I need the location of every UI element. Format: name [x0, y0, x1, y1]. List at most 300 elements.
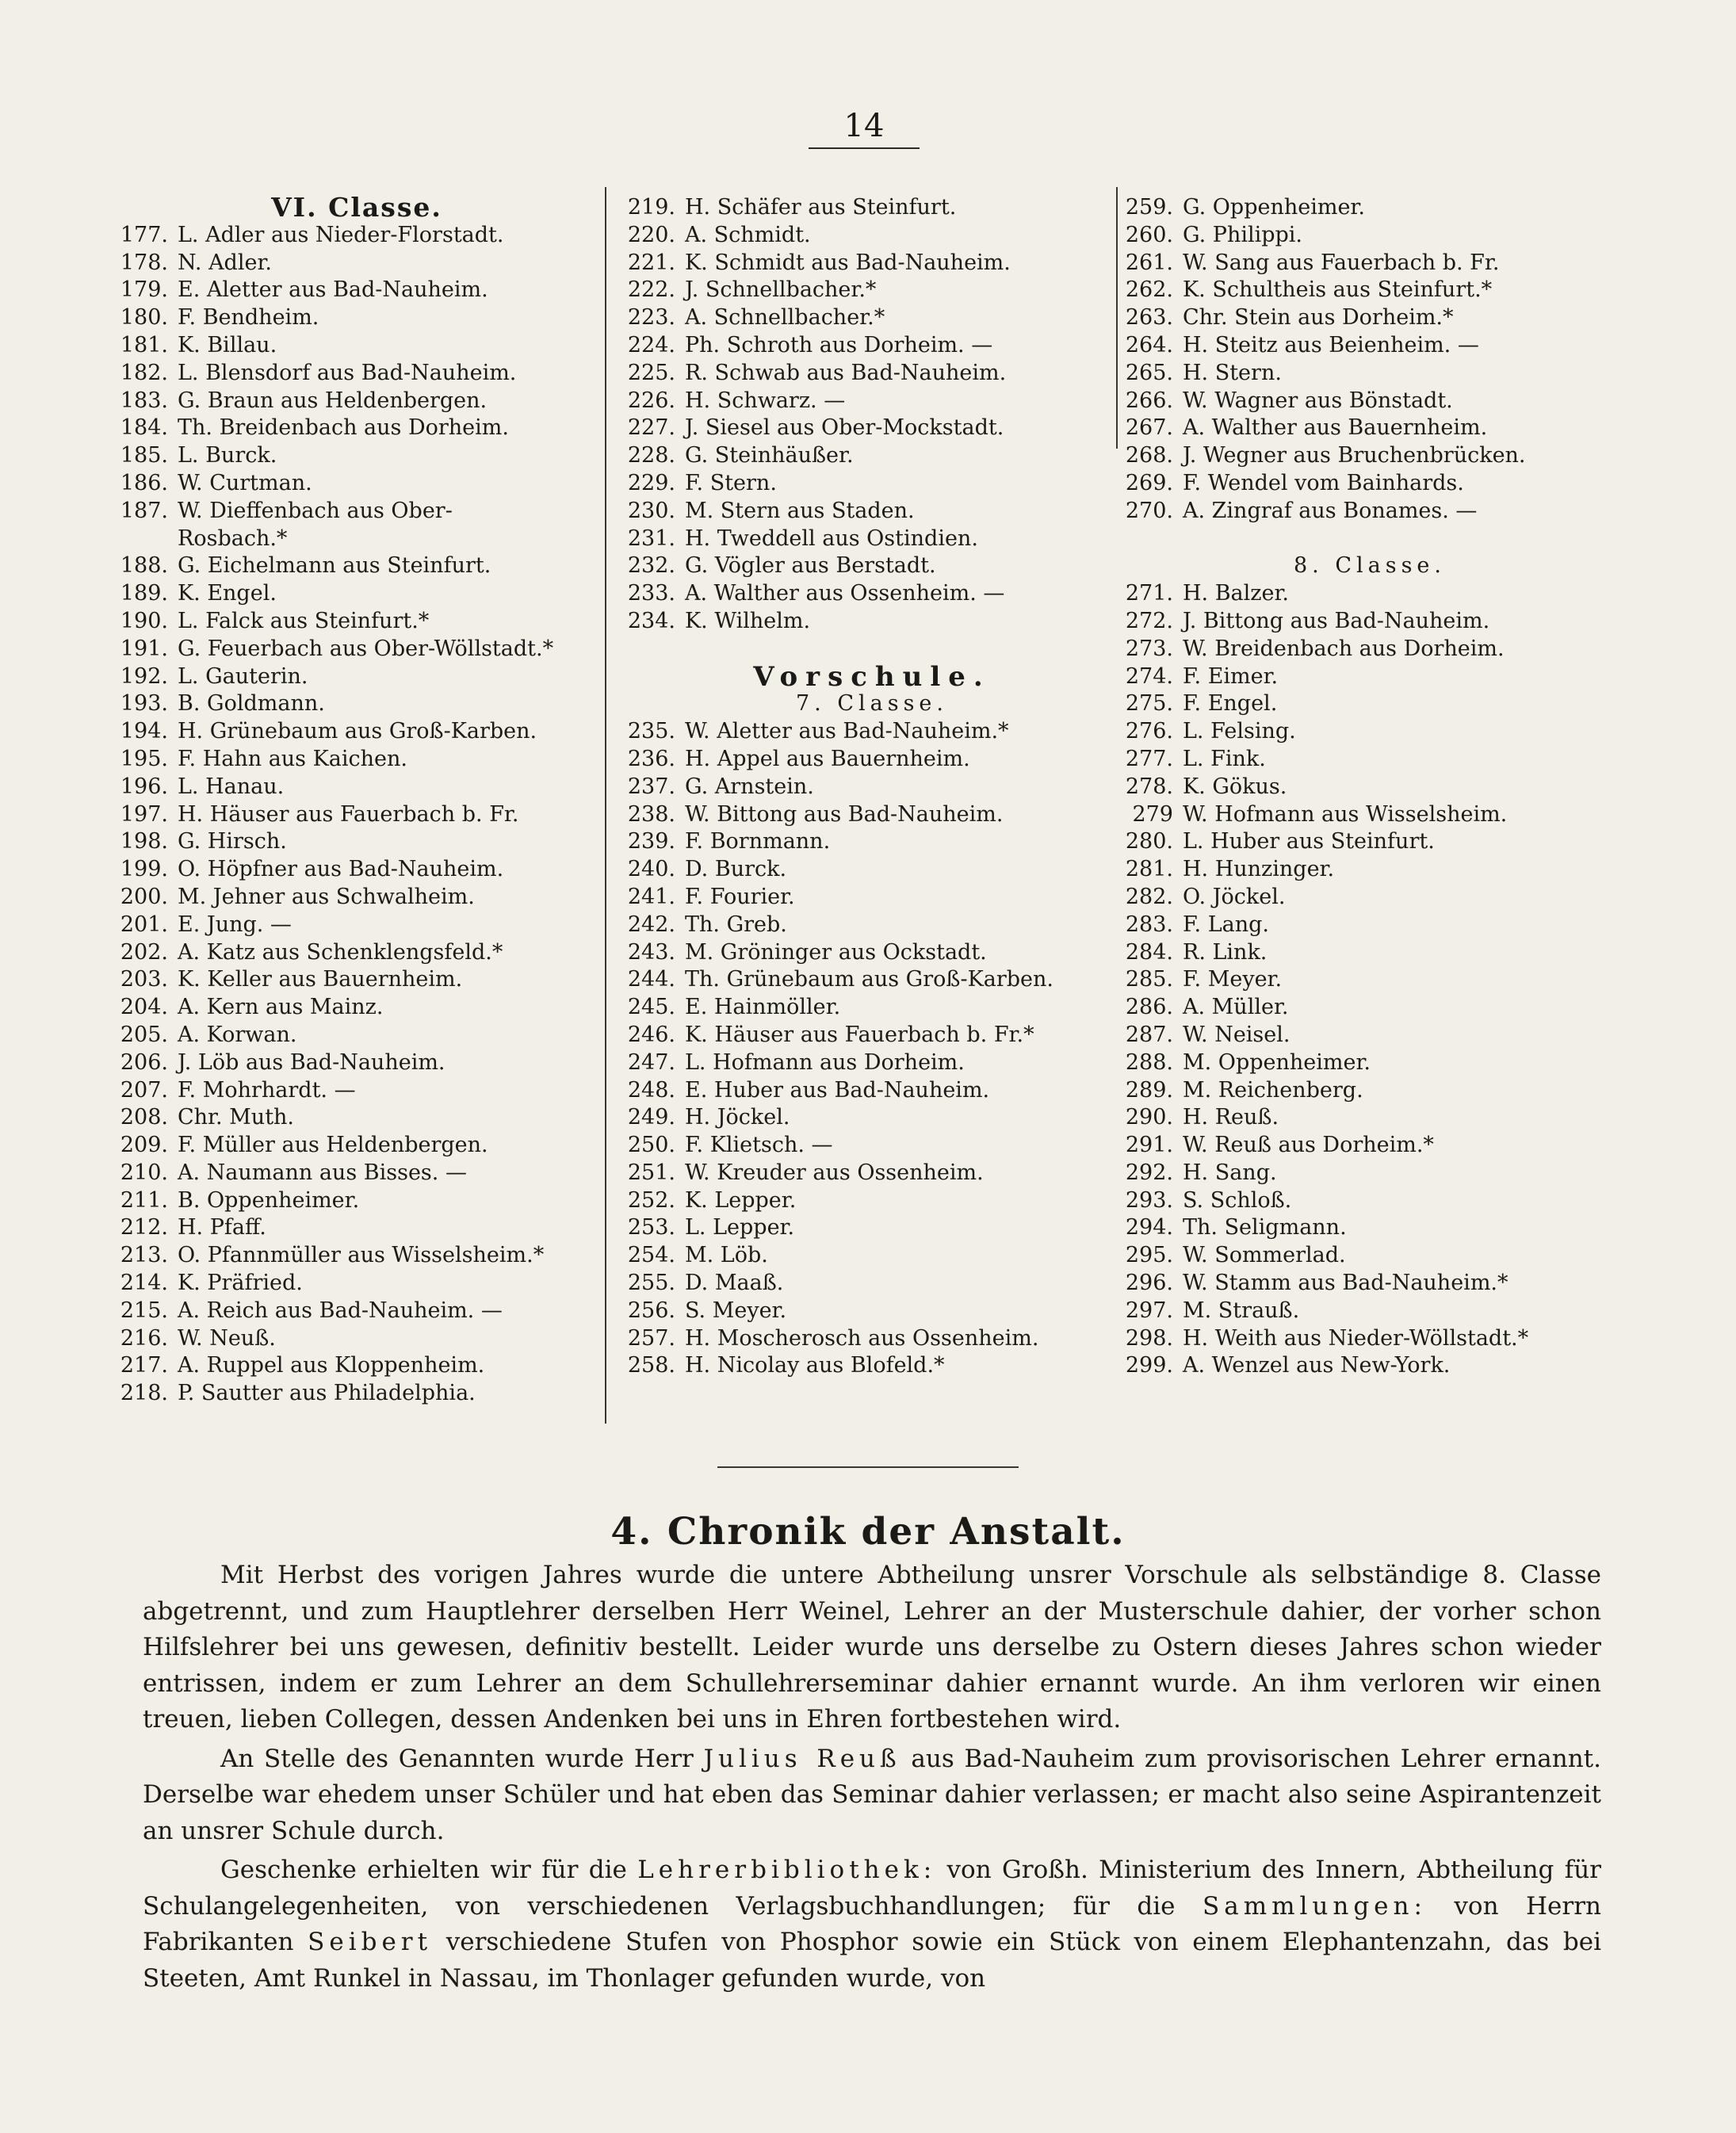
- entry-number: 263.: [1125, 305, 1173, 331]
- student-list-7: [626, 718, 1118, 1380]
- entry-name: K. Häuser aus Fauerbach b. Fr.*: [685, 1022, 1034, 1047]
- entry-number: 220.: [627, 222, 675, 247]
- entry-name: W. Aletter aus Bad-Nauheim.*: [685, 719, 1009, 744]
- entry-name: Ph. Schroth aus Dorheim. —: [685, 332, 993, 357]
- entry-number: 189.: [120, 581, 168, 606]
- list-item: [1124, 1214, 1616, 1242]
- list-item: [626, 828, 1118, 856]
- list-item: [119, 332, 595, 360]
- list-item: [1124, 415, 1616, 442]
- entry-name: J. Schnellbacher.*: [685, 277, 877, 303]
- entry-number: 288.: [1125, 1049, 1173, 1075]
- entry-name: F. Bendheim.: [178, 305, 319, 331]
- entry-name: K. Gökus.: [1183, 774, 1287, 799]
- entry-number: 177.: [120, 222, 168, 247]
- list-item: [626, 746, 1118, 774]
- entry-number: 236.: [627, 746, 675, 771]
- entry-number: 283.: [1125, 912, 1173, 937]
- list-item: [1124, 828, 1616, 856]
- list-item: [119, 828, 595, 856]
- list-item: [119, 360, 595, 388]
- entry-name: W. Kreuder aus Ossenheim.: [685, 1160, 984, 1185]
- entry-name: L. Burck.: [178, 443, 277, 468]
- list-item: [1124, 774, 1616, 801]
- entry-number: 239.: [627, 829, 675, 854]
- list-item: [626, 966, 1118, 994]
- entry-number: 289.: [1125, 1077, 1173, 1103]
- list-item: [626, 304, 1118, 332]
- entry-name: L. Gauterin.: [178, 663, 308, 689]
- page-number-rule: [809, 147, 920, 149]
- list-item: [1124, 1160, 1616, 1187]
- student-list-column-3: [1124, 194, 1616, 1380]
- list-item: [1124, 1104, 1616, 1132]
- entry-name: A. Schnellbacher.*: [685, 305, 885, 331]
- entry-name: L. Lepper.: [685, 1215, 795, 1240]
- entry-name: F. Mohrhardt. —: [178, 1077, 356, 1103]
- list-item: [119, 1132, 595, 1160]
- list-item: [1124, 388, 1616, 415]
- entry-number: 197.: [120, 801, 168, 827]
- entry-name: D. Burck.: [685, 857, 787, 882]
- list-item: [626, 1242, 1118, 1270]
- list-item: [626, 912, 1118, 939]
- entry-number: 218.: [120, 1381, 168, 1406]
- entry-number: 204.: [120, 995, 168, 1020]
- list-item: [119, 994, 595, 1022]
- entry-number: 244.: [627, 967, 675, 992]
- entry-name: E. Huber aus Bad-Nauheim.: [685, 1077, 990, 1103]
- entry-number: 253.: [627, 1215, 675, 1240]
- entry-name: B. Goldmann.: [178, 691, 325, 717]
- section-separator-rule: [717, 1466, 1019, 1468]
- entry-name: F. Lang.: [1183, 912, 1269, 937]
- list-item: [626, 415, 1118, 442]
- list-item: [119, 277, 595, 304]
- entry-name: M. Oppenheimer.: [1183, 1049, 1371, 1075]
- entry-number: 186.: [120, 470, 168, 495]
- entry-number: 257.: [627, 1325, 675, 1351]
- entry-name: F. Stern.: [685, 470, 777, 495]
- spacer: [1124, 526, 1616, 553]
- list-item: [626, 1104, 1118, 1132]
- list-item: [1124, 663, 1616, 691]
- entry-number: 181.: [120, 332, 168, 357]
- list-item: [626, 360, 1118, 388]
- list-item: [626, 884, 1118, 912]
- entry-name: S. Schloß.: [1183, 1187, 1292, 1213]
- list-item: [119, 250, 595, 277]
- entry-name: G. Philippi.: [1183, 222, 1303, 247]
- list-item: [1124, 746, 1616, 774]
- entry-number: 278.: [1125, 774, 1173, 799]
- entry-name: Chr. Muth.: [178, 1105, 295, 1130]
- entry-number: 231.: [627, 526, 675, 551]
- list-item: [626, 552, 1118, 580]
- entry-name: R. Schwab aus Bad-Nauheim.: [685, 360, 1007, 385]
- entry-name: W. Hofmann aus Wisselsheim.: [1183, 801, 1508, 827]
- entry-number: 202.: [120, 939, 168, 965]
- entry-number: 265.: [1125, 360, 1173, 385]
- list-item: [1124, 1049, 1616, 1077]
- list-item: [119, 470, 595, 498]
- entry-name: W. Stamm aus Bad-Nauheim.*: [1183, 1271, 1508, 1296]
- entry-number: 297.: [1125, 1298, 1173, 1323]
- entry-number: 276.: [1125, 719, 1173, 744]
- entry-name: M. Strauß.: [1183, 1298, 1300, 1323]
- list-item: [119, 774, 595, 801]
- list-item: [1124, 1187, 1616, 1215]
- entry-number: 259.: [1125, 195, 1173, 220]
- entry-name: J. Bittong aus Bad-Nauheim.: [1183, 608, 1490, 633]
- list-item: [1124, 332, 1616, 360]
- entry-number: 279: [1132, 801, 1173, 827]
- entry-name: Th. Seligmann.: [1183, 1215, 1347, 1240]
- list-item: [626, 1270, 1118, 1298]
- entry-name: L. Falck aus Steinfurt.*: [178, 608, 430, 633]
- entry-name: H. Schäfer aus Steinfurt.: [685, 195, 957, 220]
- list-item: [1124, 250, 1616, 277]
- entry-name: H. Weith aus Nieder-Wöllstadt.*: [1183, 1325, 1529, 1351]
- entry-name: E. Jung. —: [178, 912, 292, 937]
- entry-name: L. Adler aus Nieder-Florstadt.: [178, 222, 504, 247]
- entry-number: 251.: [627, 1160, 675, 1185]
- entry-number: 203.: [120, 967, 168, 992]
- list-item: [119, 1380, 595, 1408]
- entry-name: G. Vögler aus Berstadt.: [685, 553, 936, 579]
- list-item: [119, 608, 595, 636]
- entry-name: H. Balzer.: [1183, 581, 1290, 606]
- entry-number: 193.: [120, 691, 168, 717]
- entry-number: 232.: [627, 553, 675, 579]
- chronik-p2-text-a: An Stelle des Genannten wurde Herr: [220, 1744, 704, 1773]
- list-item: [119, 526, 595, 553]
- entry-name: A. Walther aus Ossenheim. —: [685, 581, 1005, 606]
- list-item: [626, 1298, 1118, 1325]
- entry-name: L. Huber aus Steinfurt.: [1183, 829, 1435, 854]
- entry-number: 211.: [120, 1187, 168, 1213]
- entry-name: H. Sang.: [1183, 1160, 1277, 1185]
- entry-number: 294.: [1125, 1215, 1173, 1240]
- entry-number: 241.: [627, 884, 675, 909]
- entry-name: O. Jöckel.: [1183, 884, 1286, 909]
- entry-number: 248.: [627, 1077, 675, 1103]
- entry-name: L. Hofmann aus Dorheim.: [685, 1049, 965, 1075]
- entry-name: F. Hahn aus Kaichen.: [178, 746, 407, 771]
- entry-number: 184.: [120, 415, 168, 441]
- list-item: [626, 442, 1118, 470]
- entry-number: 296.: [1125, 1271, 1173, 1296]
- entry-number: 266.: [1125, 388, 1173, 413]
- entry-number: 196.: [120, 774, 168, 799]
- entry-name: H. Steitz aus Beienheim. —: [1183, 332, 1479, 357]
- entry-number: 274.: [1125, 663, 1173, 689]
- entry-name: H. Häuser aus Fauerbach b. Fr.: [178, 801, 519, 827]
- list-item: [626, 1160, 1118, 1187]
- entry-name: A. Zingraf aus Bonames. —: [1183, 498, 1478, 523]
- entry-number: 233.: [627, 581, 675, 606]
- list-item: [1124, 277, 1616, 304]
- entry-number: 254.: [627, 1243, 675, 1268]
- entry-number: 246.: [627, 1022, 675, 1047]
- entry-number: 183.: [120, 388, 168, 413]
- entry-number: 199.: [120, 857, 168, 882]
- entry-name: J. Löb aus Bad-Nauheim.: [178, 1049, 445, 1075]
- entry-name: F. Eimer.: [1183, 663, 1279, 689]
- entry-number: 238.: [627, 801, 675, 827]
- entry-number: 192.: [120, 663, 168, 689]
- entry-name: H. Tweddell aus Ostindien.: [685, 526, 978, 551]
- entry-name: O. Pfannmüller aus Wisselsheim.*: [178, 1243, 545, 1268]
- entry-number: 180.: [120, 305, 168, 331]
- list-item: [1124, 718, 1616, 746]
- entry-name: K. Billau.: [178, 332, 277, 357]
- entry-name: M. Reichenberg.: [1183, 1077, 1363, 1103]
- entry-name: G. Steinhäußer.: [685, 443, 854, 468]
- chronik-p3-collections: Sammlungen:: [1202, 1891, 1427, 1921]
- entry-name: H. Pfaff.: [178, 1215, 266, 1240]
- list-item: [626, 801, 1118, 829]
- list-item: [626, 1325, 1118, 1353]
- entry-name: S. Meyer.: [685, 1298, 787, 1323]
- entry-name: A. Schmidt.: [685, 222, 811, 247]
- entry-name: W. Sang aus Fauerbach b. Fr.: [1183, 250, 1500, 275]
- entry-name: G. Oppenheimer.: [1183, 195, 1365, 220]
- entry-number: 179.: [120, 277, 168, 303]
- entry-number: 268.: [1125, 443, 1173, 468]
- list-item: [119, 415, 595, 442]
- list-item: [1124, 304, 1616, 332]
- list-item: [1124, 580, 1616, 608]
- list-item: [119, 1325, 595, 1353]
- list-item: [119, 1298, 595, 1325]
- list-item: [119, 304, 595, 332]
- entry-name: W. Dieffenbach aus Ober-: [178, 498, 453, 523]
- entry-number: 285.: [1125, 967, 1173, 992]
- entry-number: 216.: [120, 1325, 168, 1351]
- entry-name: K. Engel.: [178, 581, 277, 606]
- entry-name: W. Breidenbach aus Dorheim.: [1183, 636, 1505, 661]
- entry-name: F. Müller aus Heldenbergen.: [178, 1133, 488, 1158]
- list-item: [119, 1242, 595, 1270]
- entry-number: 290.: [1125, 1105, 1173, 1130]
- entry-name: A. Korwan.: [178, 1022, 297, 1047]
- list-item: [626, 608, 1118, 636]
- list-item: [119, 1077, 595, 1105]
- entry-name: J. Siesel aus Ober-Mockstadt.: [685, 415, 1004, 441]
- entry-number: 282.: [1125, 884, 1173, 909]
- list-item: [626, 718, 1118, 746]
- entry-number: 200.: [120, 884, 168, 909]
- entry-number: 270.: [1125, 498, 1173, 523]
- entry-number: 269.: [1125, 470, 1173, 495]
- section-heading-vorschule: Vorschule.: [753, 660, 991, 693]
- entry-number: 247.: [627, 1049, 675, 1075]
- list-item: [1124, 442, 1616, 470]
- entry-name: H. Schwarz. —: [685, 388, 846, 413]
- entry-number: 190.: [120, 608, 168, 633]
- list-item: [626, 470, 1118, 498]
- list-item: [626, 250, 1118, 277]
- list-item: [119, 966, 595, 994]
- entry-number: 291.: [1125, 1133, 1173, 1158]
- list-item: [119, 912, 595, 939]
- list-item: [626, 939, 1118, 967]
- entry-name: M. Stern aus Staden.: [685, 498, 915, 523]
- entry-number: 182.: [120, 360, 168, 385]
- entry-number: 243.: [627, 939, 675, 965]
- list-item: [1124, 801, 1616, 829]
- entry-number: 292.: [1125, 1160, 1173, 1185]
- list-item: [1124, 470, 1616, 498]
- entry-number: 295.: [1125, 1243, 1173, 1268]
- entry-name: K. Präfried.: [178, 1271, 303, 1296]
- list-item: [1124, 222, 1616, 250]
- column-divider-left: [605, 187, 606, 1424]
- entry-name: A. Wenzel aus New-York.: [1183, 1353, 1451, 1378]
- chronik-p3-library: Lehrerbibliothek:: [637, 1856, 937, 1884]
- entry-name: K. Schultheis aus Steinfurt.*: [1183, 277, 1493, 303]
- class-heading-vi: VI. Classe.: [271, 192, 442, 223]
- list-item: [626, 1132, 1118, 1160]
- list-item: [119, 746, 595, 774]
- entry-name: Th. Greb.: [685, 912, 787, 937]
- entry-number: 195.: [120, 746, 168, 771]
- entry-name: B. Oppenheimer.: [178, 1187, 360, 1213]
- list-item: [1124, 912, 1616, 939]
- list-item: [1124, 1132, 1616, 1160]
- list-item: [626, 526, 1118, 553]
- entry-number: 214.: [120, 1271, 168, 1296]
- list-item: [1124, 1022, 1616, 1049]
- entry-name: R. Link.: [1183, 939, 1268, 965]
- entry-name: A. Naumann aus Bisses. —: [178, 1160, 467, 1185]
- chronik-p3-text-b: von Großh. Ministerium des Innern, Abtheilung für Schulangelegenheiten, von verschiedenen Verlagsbuchhandlungen; für die: [143, 1856, 1601, 1921]
- list-item: [626, 1187, 1118, 1215]
- list-item: [119, 636, 595, 663]
- entry-name: H. Stern.: [1183, 360, 1282, 385]
- list-item: [119, 552, 595, 580]
- chronik-p3-text-c: von Herrn Fabrikanten: [143, 1891, 1601, 1956]
- entry-number: 198.: [120, 829, 168, 854]
- list-item: [1124, 1298, 1616, 1325]
- entry-name: F. Engel.: [1183, 691, 1278, 717]
- entry-name: L. Hanau.: [178, 774, 285, 799]
- entry-number: 262.: [1125, 277, 1173, 303]
- entry-number: 222.: [627, 277, 675, 303]
- entry-name: D. Maaß.: [685, 1271, 784, 1296]
- chronik-p3-text-d: verschiedene Stufen von Phosphor sowie ein Stück von einem Elephantenzahn, das bei Steeten, Amt Runkel in Nassau, im Thonlager gefunden wurde, von: [143, 1928, 1601, 1993]
- entry-name: K. Keller aus Bauernheim.: [178, 967, 463, 992]
- entry-name: F. Meyer.: [1183, 967, 1283, 992]
- entry-name: F. Wendel vom Bainhards.: [1183, 470, 1464, 495]
- entry-number: 258.: [627, 1353, 675, 1378]
- chronik-p2-name: Julius Reuß: [703, 1744, 901, 1773]
- entry-name: H. Hunzinger.: [1183, 857, 1335, 882]
- entry-name: A. Müller.: [1183, 995, 1289, 1020]
- list-item: [119, 884, 595, 912]
- entry-name: H. Appel aus Bauernheim.: [685, 746, 970, 771]
- entry-name: H. Jöckel.: [685, 1105, 790, 1130]
- entry-number: 261.: [1125, 250, 1173, 275]
- entry-name: G. Braun aus Heldenbergen.: [178, 388, 488, 413]
- entry-number: 298.: [1125, 1325, 1173, 1351]
- entry-number: 178.: [120, 250, 168, 275]
- entry-name: F. Bornmann.: [685, 829, 831, 854]
- list-item: [119, 1352, 595, 1380]
- list-item: [1124, 1352, 1616, 1380]
- entry-number: 219.: [627, 195, 675, 220]
- entry-name: A. Walther aus Bauernheim.: [1183, 415, 1488, 441]
- list-item: [1124, 1325, 1616, 1353]
- entry-name: M. Löb.: [685, 1243, 768, 1268]
- entry-name: W. Reuß aus Dorheim.*: [1183, 1133, 1434, 1158]
- list-item: [626, 498, 1118, 526]
- chronik-paragraph-3: [143, 1852, 1601, 1997]
- entry-number: 188.: [120, 553, 168, 579]
- entry-name: L. Blensdorf aus Bad-Nauheim.: [178, 360, 517, 385]
- entry-number: 284.: [1125, 939, 1173, 965]
- list-item: [119, 442, 595, 470]
- entry-number: 286.: [1125, 995, 1173, 1020]
- list-item: [1124, 1270, 1616, 1298]
- entry-name: G. Hirsch.: [178, 829, 287, 854]
- list-item: [626, 580, 1118, 608]
- list-item: [119, 939, 595, 967]
- class-heading-8: 8. Classe.: [1293, 553, 1446, 579]
- entry-name: W. Sommerlad.: [1183, 1243, 1346, 1268]
- list-item: [1124, 1242, 1616, 1270]
- entry-number: 256.: [627, 1298, 675, 1323]
- entry-number: 277.: [1125, 746, 1173, 771]
- student-list-7-continued: [1124, 194, 1616, 526]
- list-item: [119, 498, 595, 526]
- entry-number: 229.: [627, 470, 675, 495]
- entry-name: H. Moscherosch aus Ossenheim.: [685, 1325, 1039, 1351]
- entry-number: 245.: [627, 995, 675, 1020]
- list-item: [119, 1270, 595, 1298]
- entry-number: 275.: [1125, 691, 1173, 717]
- list-item: [626, 1077, 1118, 1105]
- entry-name: H. Grünebaum aus Groß-Karben.: [178, 719, 537, 744]
- chronik-body: [143, 1558, 1601, 2000]
- list-item: [1124, 498, 1616, 526]
- entry-number: 209.: [120, 1133, 168, 1158]
- entry-number: 264.: [1125, 332, 1173, 357]
- entry-number: 227.: [627, 415, 675, 441]
- entry-name: F. Fourier.: [685, 884, 795, 909]
- entry-number: 260.: [1125, 222, 1173, 247]
- entry-name: Rosbach.*: [178, 526, 288, 551]
- list-item: [119, 1214, 595, 1242]
- student-list-column-1: [119, 194, 595, 1408]
- chronik-p3-text-a: Geschenke erhielten wir für die: [220, 1856, 638, 1884]
- list-item: [1124, 360, 1616, 388]
- entry-number: 207.: [120, 1077, 168, 1103]
- student-list-8: [1124, 580, 1616, 1380]
- entry-number: 226.: [627, 388, 675, 413]
- entry-number: 237.: [627, 774, 675, 799]
- entry-number: 293.: [1125, 1187, 1173, 1213]
- entry-name: K. Schmidt aus Bad-Nauheim.: [685, 250, 1011, 275]
- list-item: [119, 1049, 595, 1077]
- entry-number: 228.: [627, 443, 675, 468]
- entry-name: P. Sautter aus Philadelphia.: [178, 1381, 476, 1406]
- list-item: [1124, 884, 1616, 912]
- list-item: [626, 277, 1118, 304]
- list-item: [1124, 608, 1616, 636]
- entry-number: 191.: [120, 636, 168, 661]
